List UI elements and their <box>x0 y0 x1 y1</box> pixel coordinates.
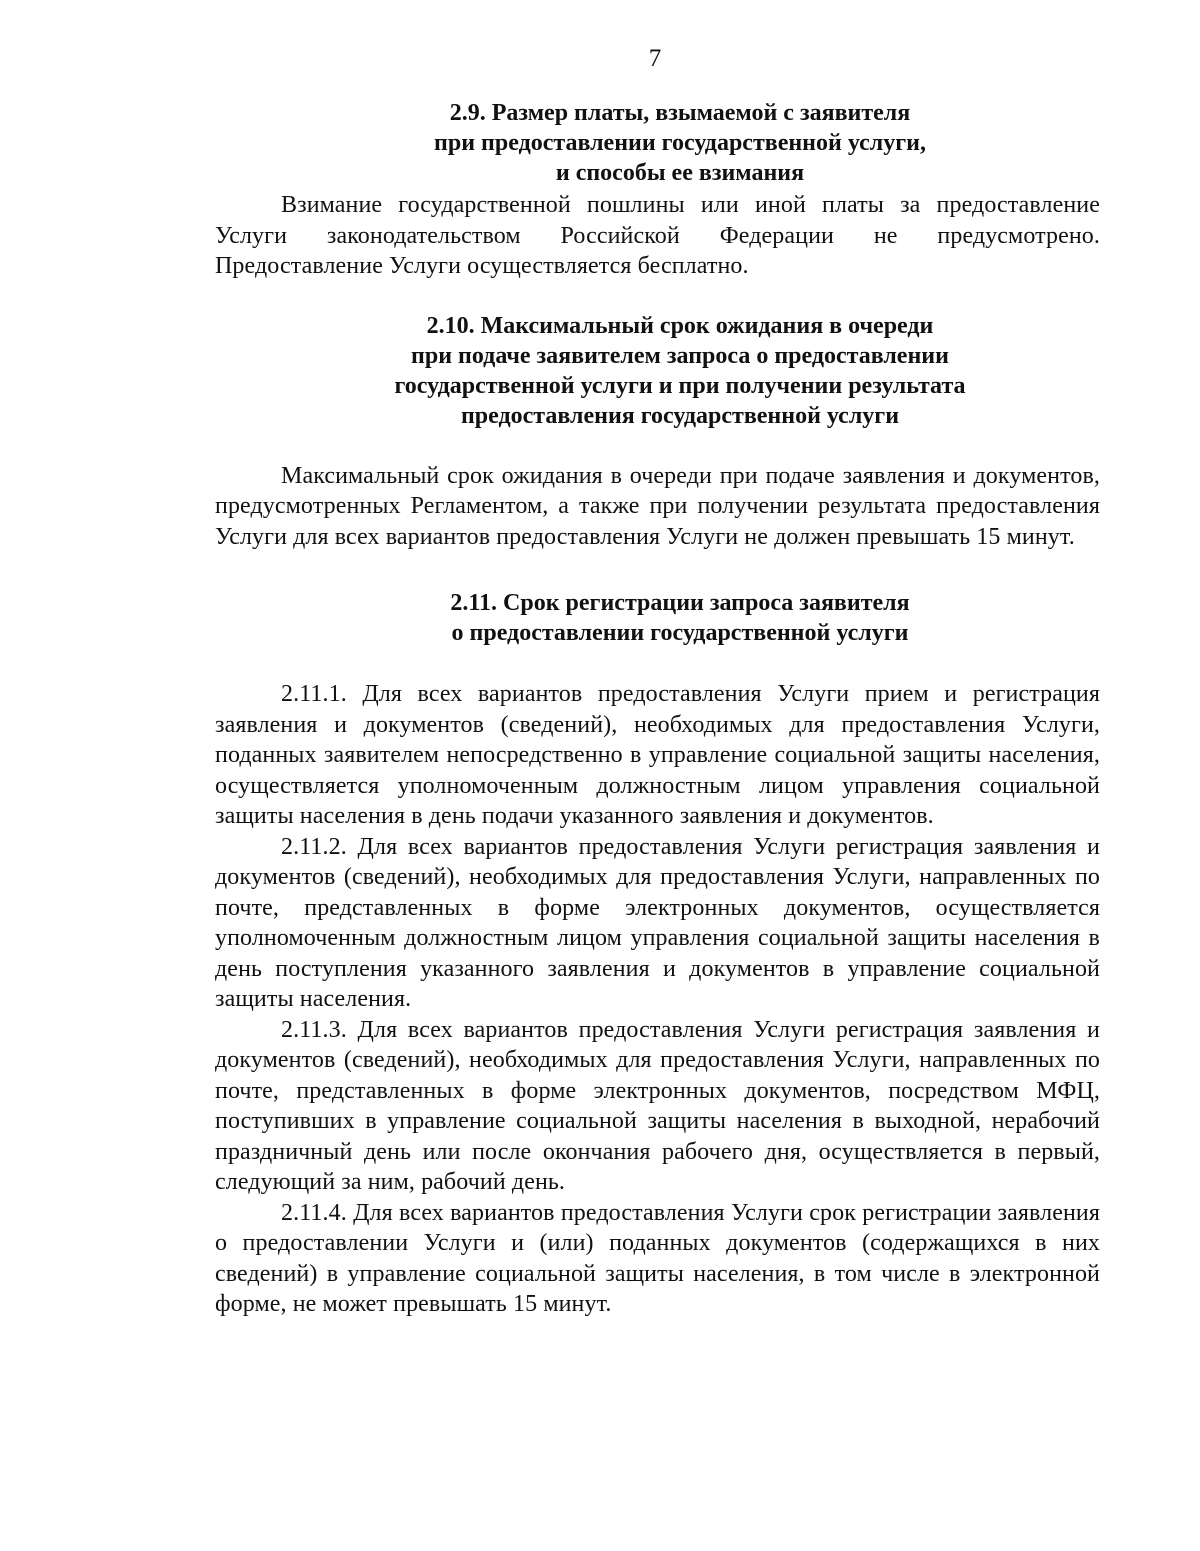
section-2-9-heading <box>215 98 1100 188</box>
section-2-11-4-paragraph: 2.11.4. Для всех вариантов предоставления Услуги срок регистрации заявления о предоставлении Услуги и (или) поданных документов (содержащихся в них сведений) в управление социальной защиты населения, в том числе в электронной форме, не может превышать 15 минут. <box>215 1199 1100 1317</box>
heading-line: и способы ее взимания <box>555 160 805 186</box>
heading-line: 2.9. Размер платы, взымаемой с заявителя <box>449 100 911 126</box>
heading-line: при подаче заявителем запроса о предоставлении <box>411 342 949 369</box>
section-2-10-paragraph: Максимальный срок ожидания в очереди при подаче заявления и документов, предусмотренных Регламентом, а также при получении результата предоставления Услуги для всех вариантов предоставления Услуги не должен превышать 15 минут. <box>215 462 1100 550</box>
section-2-11-1-paragraph: 2.11.1. Для всех вариантов предоставления Услуги прием и регистрация заявления и документов (сведений), необходимых для предоставления Услуги, поданных заявителем непосредственно в управление социальной защиты населения, осуществляется уполномоченным должностным лицом управления социальной защиты населения в день подачи указанного заявления и документов. <box>215 681 1100 829</box>
heading-line: о предоставлении государственной услуги <box>451 620 909 646</box>
heading-line: 2.11. Срок регистрации запроса заявителя <box>450 590 910 616</box>
section-2-10-heading <box>215 311 1100 431</box>
section-2-11-2-paragraph: 2.11.2. Для всех вариантов предоставления Услуги регистрация заявления и документов (сведений), необходимых для предоставления Услуги, направленных по почте, представленных в форме электронных документов, осуществляется уполномоченным должностным лицом управления социальной защиты населения в день поступления указанного заявления и документов в управление социальной защиты населения. <box>215 833 1100 1012</box>
section-2-11-3-paragraph: 2.11.3. Для всех вариантов предоставления Услуги регистрация заявления и документов (сведений), необходимых для предоставления Услуги, направленных по почте, представленных в форме электронных документов, посредством МФЦ, поступивших в управление социальной защиты населения в выходной, нерабочий праздничный день или после окончания рабочего дня, осуществляется в первый, следующий за ним, рабочий день. <box>215 1016 1100 1195</box>
section-2-9-paragraph: Взимание государственной пошлины или иной платы за предоставление Услуги законодательством Российской Федерации не предусмотрено. Предоставление Услуги осуществляется бесплатно. <box>215 192 1100 279</box>
heading-line: предоставления государственной услуги <box>460 402 900 429</box>
heading-line: при предоставлении государственной услуги, <box>434 130 926 156</box>
section-2-11-heading <box>215 588 1100 648</box>
document-body <box>215 98 1100 1320</box>
heading-line: государственной услуги и при получении результата <box>394 372 966 399</box>
page-number: 7 <box>648 45 662 72</box>
heading-line: 2.10. Максимальный срок ожидания в очереди <box>426 312 934 339</box>
